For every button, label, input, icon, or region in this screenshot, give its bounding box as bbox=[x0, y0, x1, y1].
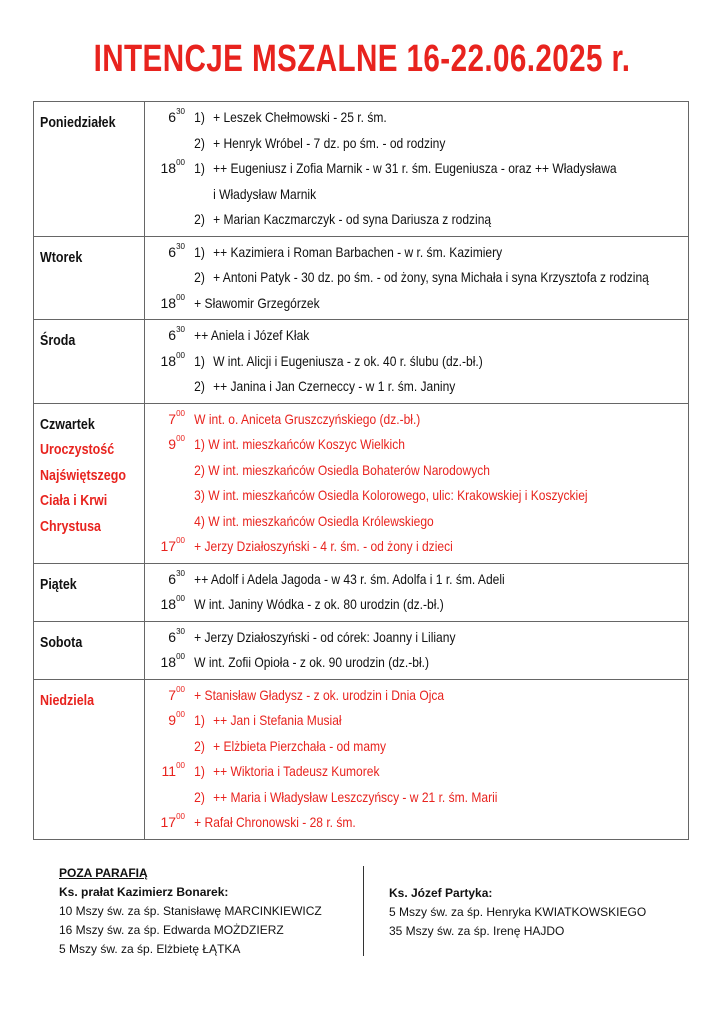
intention-line bbox=[189, 432, 688, 458]
mass-time bbox=[145, 207, 189, 233]
intention-line bbox=[189, 131, 688, 157]
footer-right-line: 35 Mszy św. za śp. Irenę HAJDO bbox=[389, 924, 565, 938]
intention-text: + Elżbieta Pierzchała - od mamy bbox=[213, 737, 387, 754]
intention-line bbox=[189, 625, 688, 651]
intention-text: 3) W int. mieszkańców Osiedla Kolorowego, ulic: Krakowskiej i Koszyckiej bbox=[194, 487, 588, 503]
intention-number: 2) bbox=[194, 134, 205, 151]
intention-text: + Jerzy Działoszyński - od córek: Joanny i Liliany bbox=[194, 628, 456, 645]
intention-text: 1) W int. mieszkańców Koszyc Wielkich bbox=[194, 436, 405, 452]
mass-minutes: 30 bbox=[176, 241, 185, 251]
day-cell bbox=[34, 102, 145, 237]
mass-time bbox=[145, 734, 189, 760]
intention-text: ++ Jan i Stefania Musiał bbox=[213, 712, 342, 728]
mass-hour: 17 bbox=[160, 538, 177, 554]
intention-text: i Władysław Marnik bbox=[213, 185, 317, 202]
times-cell bbox=[145, 102, 190, 237]
intention-text: ++ Maria i Władysław Leszczyńscy - w 21 r. śm. Marii bbox=[213, 788, 498, 805]
feast-label: Uroczystość bbox=[40, 442, 115, 458]
intention-text: W int. Janiny Wódka - z ok. 80 urodzin (dz.-bł.) bbox=[194, 596, 444, 612]
footer-left-line: 10 Mszy św. za śp. Stanisławę MARCINKIEWICZ bbox=[59, 904, 322, 918]
mass-hour: 18 bbox=[160, 352, 177, 369]
mass-minutes: 00 bbox=[176, 812, 185, 821]
intention-line bbox=[189, 567, 688, 593]
feast-label: Chrystusa bbox=[40, 518, 101, 535]
mass-time bbox=[145, 785, 189, 811]
mass-time bbox=[145, 592, 189, 618]
mass-time bbox=[145, 759, 189, 785]
mass-minutes: 30 bbox=[176, 325, 185, 334]
mass-hour: 17 bbox=[160, 814, 177, 830]
intention-text: + Stanisław Gładysz - z ok. urodzin i Dnia Ojca bbox=[194, 686, 445, 703]
mass-hour: 18 bbox=[160, 654, 177, 670]
intention-text: + Jerzy Działoszyński - 4 r. śm. - od żony i dzieci bbox=[194, 538, 453, 554]
times-cell bbox=[145, 679, 190, 839]
intention-number: 1) bbox=[194, 109, 205, 125]
feast-label: Ciała i Krwi bbox=[40, 493, 108, 509]
mass-time bbox=[145, 650, 189, 676]
day-name: Piątek bbox=[40, 576, 77, 593]
intention-text: W int. Zofii Opioła - z ok. 90 urodzin (dz.-bł.) bbox=[194, 654, 430, 670]
intention-line bbox=[189, 483, 688, 509]
day-cell bbox=[34, 621, 145, 679]
footer-heading: POZA PARAFIĄ bbox=[59, 866, 148, 880]
intention-line bbox=[189, 683, 688, 709]
intentions-cell bbox=[189, 563, 689, 621]
mass-time bbox=[145, 265, 189, 291]
mass-minutes: 30 bbox=[176, 107, 185, 116]
mass-minutes: 00 bbox=[176, 434, 185, 443]
mass-time bbox=[145, 534, 189, 560]
footer-right-column bbox=[389, 884, 689, 941]
mass-time bbox=[145, 483, 189, 509]
intention-line bbox=[189, 650, 688, 676]
mass-hour: 7 bbox=[168, 686, 177, 703]
mass-minutes: 00 bbox=[176, 652, 185, 661]
intention-number: 1) bbox=[194, 712, 205, 728]
mass-time bbox=[145, 810, 189, 836]
mass-time bbox=[145, 374, 189, 400]
mass-time bbox=[145, 458, 189, 484]
mass-time bbox=[145, 156, 189, 182]
page-title: INTENCJE MSZALNE 16-22.06.2025 r. bbox=[93, 38, 631, 80]
intention-line bbox=[189, 458, 688, 484]
intentions-cell bbox=[189, 320, 689, 404]
intentions-cell bbox=[189, 403, 689, 563]
day-row bbox=[34, 403, 689, 563]
intention-line bbox=[189, 407, 688, 433]
footer-left-line: 16 Mszy św. za śp. Edwarda MOŻDZIERZ bbox=[59, 923, 284, 937]
mass-minutes: 30 bbox=[176, 568, 185, 578]
intention-line bbox=[189, 156, 688, 182]
footer-left-line: 5 Mszy św. za śp. Elżbietę ŁĄTKA bbox=[59, 942, 241, 956]
day-name: Poniedziałek bbox=[40, 115, 116, 131]
intention-text: ++ Kazimiera i Roman Barbachen - w r. śm. Kazimiery bbox=[213, 243, 503, 260]
mass-hour: 6 bbox=[168, 243, 177, 260]
mass-time bbox=[145, 509, 189, 535]
intention-text: W int. o. Aniceta Gruszczyńskiego (dz.-bł.) bbox=[194, 410, 421, 427]
intention-text: 2) W int. mieszkańców Osiedla Bohaterów Narodowych bbox=[194, 461, 490, 478]
mass-time bbox=[145, 708, 189, 734]
mass-minutes: 00 bbox=[176, 684, 185, 694]
intention-number: 2) bbox=[194, 737, 205, 754]
mass-time bbox=[145, 105, 189, 131]
intentions-cell bbox=[189, 621, 689, 679]
mass-minutes: 00 bbox=[176, 536, 185, 545]
intention-line bbox=[189, 759, 688, 785]
day-cell bbox=[34, 679, 145, 839]
mass-hour: 18 bbox=[160, 596, 177, 612]
day-name: Czwartek bbox=[40, 416, 95, 433]
intention-line bbox=[189, 265, 688, 291]
intention-number: 2) bbox=[194, 378, 205, 394]
intention-text: ++ Aniela i Józef Kłak bbox=[194, 327, 310, 343]
mass-hour: 11 bbox=[161, 763, 177, 779]
intention-text: ++ Wiktoria i Tadeusz Kumorek bbox=[213, 763, 380, 779]
intention-number: 1) bbox=[194, 243, 205, 260]
intention-line bbox=[189, 105, 688, 131]
intention-text: + Henryk Wróbel - 7 dz. po śm. - od rodziny bbox=[213, 134, 446, 151]
day-cell bbox=[34, 563, 145, 621]
day-cell bbox=[34, 320, 145, 404]
intention-text: + Marian Kaczmarczyk - od syna Dariusza z rodziną bbox=[213, 211, 492, 227]
intention-line bbox=[189, 182, 688, 208]
mass-minutes: 00 bbox=[176, 292, 185, 302]
mass-minutes: 00 bbox=[176, 710, 185, 719]
intention-line bbox=[189, 592, 688, 618]
day-cell bbox=[34, 236, 145, 320]
mass-hour: 7 bbox=[168, 410, 177, 427]
day-row bbox=[34, 679, 689, 839]
intention-line bbox=[189, 240, 688, 266]
footer-left-priest: Ks. prałat Kazimierz Bonarek: bbox=[59, 885, 229, 899]
mass-minutes: 00 bbox=[176, 408, 185, 418]
intention-text: ++ Janina i Jan Czerneccy - w 1 r. śm. Janiny bbox=[213, 378, 456, 394]
times-cell bbox=[145, 621, 190, 679]
footer-right-line: 5 Mszy św. za śp. Henryka KWIATKOWSKIEGO bbox=[389, 905, 647, 919]
day-row bbox=[34, 563, 689, 621]
mass-minutes: 30 bbox=[176, 626, 185, 636]
mass-minutes: 00 bbox=[176, 761, 185, 770]
mass-hour: 18 bbox=[160, 160, 177, 176]
day-name: Wtorek bbox=[40, 249, 83, 266]
mass-time bbox=[145, 240, 189, 266]
day-name: Środa bbox=[40, 333, 76, 349]
intention-text: ++ Eugeniusz i Zofia Marnik - w 31 r. śm. Eugeniusza - oraz ++ Władysława bbox=[213, 160, 617, 176]
intention-line bbox=[189, 810, 688, 836]
intentions-cell bbox=[189, 679, 689, 839]
times-cell bbox=[145, 403, 190, 563]
mass-hour: 6 bbox=[168, 570, 177, 587]
mass-hour: 6 bbox=[168, 327, 177, 343]
intention-line bbox=[189, 785, 688, 811]
intention-text: + Sławomir Grzegórzek bbox=[194, 294, 320, 311]
intention-number: 2) bbox=[194, 211, 205, 227]
intention-line bbox=[189, 291, 688, 317]
day-row bbox=[34, 236, 689, 320]
mass-hour: 9 bbox=[168, 436, 177, 452]
feast-label: Najświętszego bbox=[40, 467, 126, 484]
footer bbox=[59, 864, 647, 959]
intention-text: + Rafał Chronowski - 28 r. śm. bbox=[194, 814, 356, 830]
intention-text: ++ Adolf i Adela Jagoda - w 43 r. śm. Adolfa i 1 r. śm. Adeli bbox=[194, 570, 505, 587]
mass-hour: 6 bbox=[168, 109, 177, 125]
mass-time bbox=[145, 432, 189, 458]
intention-number: 2) bbox=[194, 788, 205, 805]
mass-hour: 18 bbox=[160, 294, 177, 311]
mass-time bbox=[145, 291, 189, 317]
intention-line bbox=[189, 374, 688, 400]
intention-number: 1) bbox=[194, 352, 205, 369]
mass-hour: 6 bbox=[168, 628, 177, 645]
intention-line bbox=[189, 207, 688, 233]
intention-line bbox=[189, 734, 688, 760]
mass-minutes: 00 bbox=[176, 594, 185, 603]
mass-time bbox=[145, 567, 189, 593]
footer-divider bbox=[363, 866, 364, 956]
intention-line bbox=[189, 349, 688, 375]
mass-hour: 9 bbox=[168, 712, 177, 728]
day-row bbox=[34, 320, 689, 404]
mass-time bbox=[145, 131, 189, 157]
day-name: Niedziela bbox=[40, 692, 95, 709]
intention-text: W int. Alicji i Eugeniusza - z ok. 40 r. ślubu (dz.-bł.) bbox=[213, 352, 483, 369]
mass-intentions-table bbox=[33, 101, 689, 840]
footer-right-priest: Ks. Józef Partyka: bbox=[389, 886, 493, 900]
day-row bbox=[34, 102, 689, 237]
mass-time bbox=[145, 683, 189, 709]
mass-time bbox=[145, 182, 189, 208]
mass-time bbox=[145, 323, 189, 349]
intention-number: 2) bbox=[194, 269, 205, 285]
intention-line bbox=[189, 323, 688, 349]
intention-text: + Leszek Chełmowski - 25 r. śm. bbox=[213, 109, 387, 125]
times-cell bbox=[145, 563, 190, 621]
intentions-cell bbox=[189, 102, 689, 237]
intention-number: 1) bbox=[194, 160, 205, 176]
day-name: Sobota bbox=[40, 634, 83, 651]
times-cell bbox=[145, 236, 190, 320]
intention-line bbox=[189, 509, 688, 535]
mass-minutes: 00 bbox=[176, 350, 185, 360]
intention-line bbox=[189, 534, 688, 560]
day-row bbox=[34, 621, 689, 679]
times-cell bbox=[145, 320, 190, 404]
mass-time bbox=[145, 625, 189, 651]
intention-text: + Antoni Patyk - 30 dz. po śm. - od żony, syna Michała i syna Krzysztofa z rodziną bbox=[213, 269, 649, 285]
intention-line bbox=[189, 708, 688, 734]
day-cell bbox=[34, 403, 145, 563]
intention-text: 4) W int. mieszkańców Osiedla Królewskiego bbox=[194, 512, 434, 529]
intentions-cell bbox=[189, 236, 689, 320]
mass-time bbox=[145, 407, 189, 433]
intention-number: 1) bbox=[194, 763, 205, 779]
mass-time bbox=[145, 349, 189, 375]
mass-minutes: 00 bbox=[176, 158, 185, 167]
